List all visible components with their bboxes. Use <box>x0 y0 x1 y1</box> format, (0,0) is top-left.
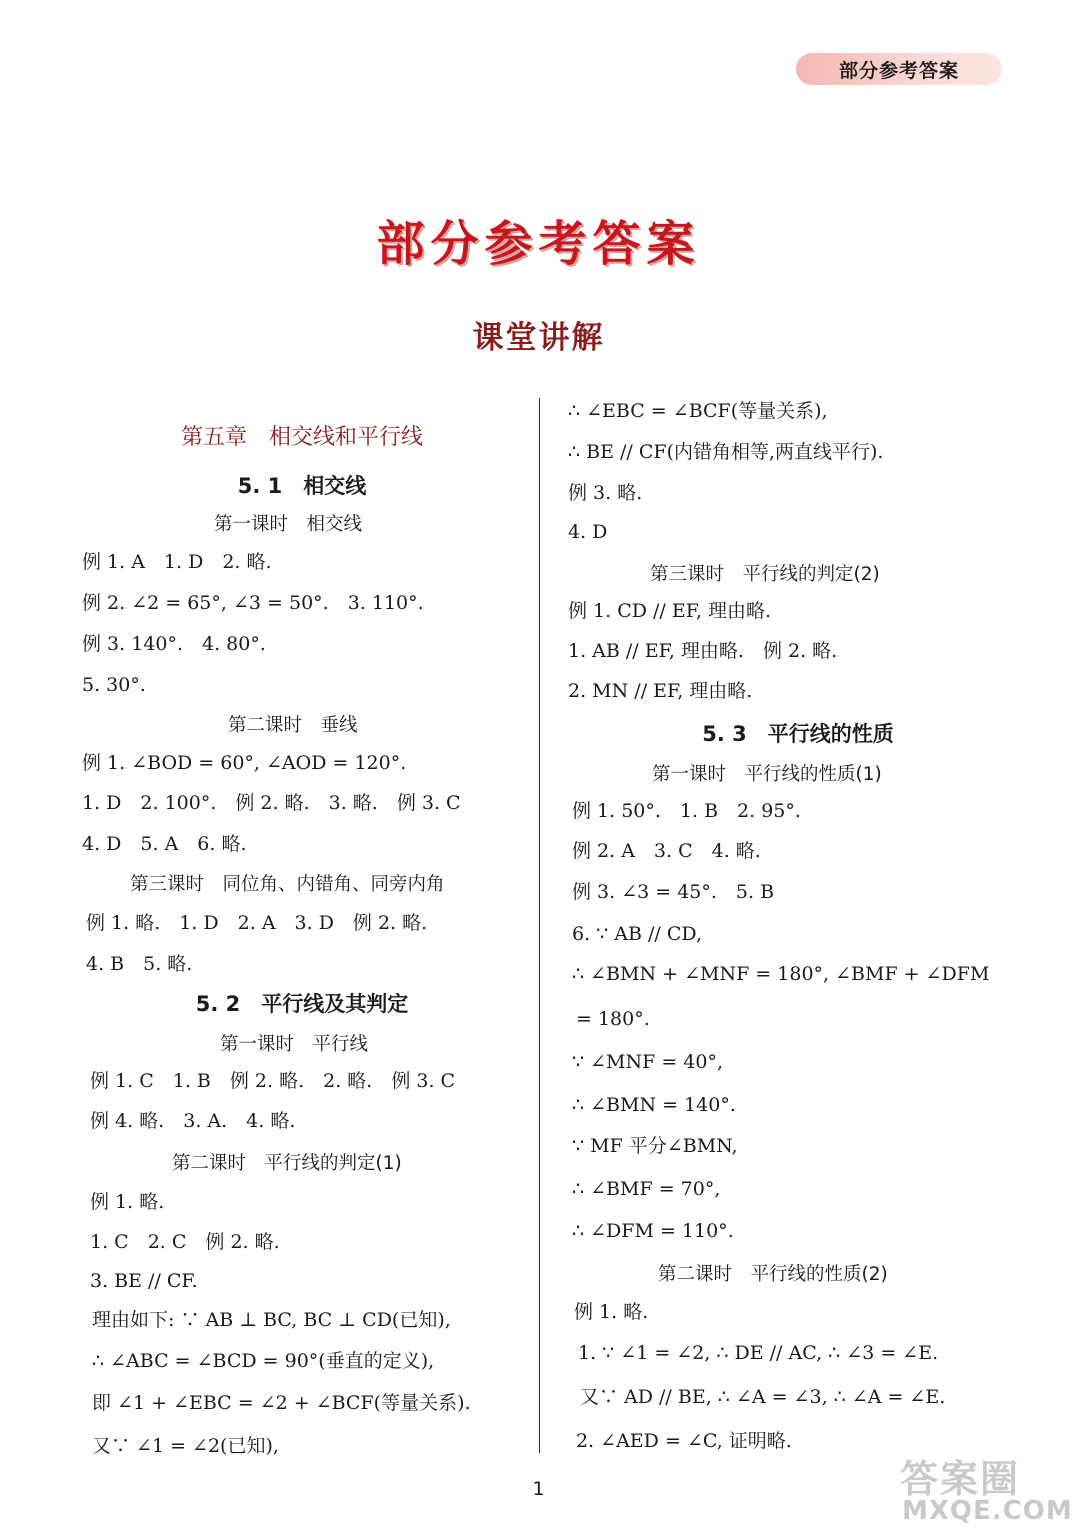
answer-line: 例 3. ∠3 = 45°. 5. B <box>572 881 775 903</box>
answer-line: 5. 30°. <box>82 674 146 696</box>
header-section-tab: 部分参考答案 <box>796 53 1002 85</box>
answer-line: 6. ∵ AB // CD, <box>572 923 702 945</box>
answer-line: 2. ∠AED = ∠C, 证明略. <box>576 1430 792 1452</box>
answer-line: 例 1. 略. <box>90 1191 165 1213</box>
answer-line: 例 4. 略. 3. A. 4. 略. <box>90 1110 296 1132</box>
answer-line: 例 1. C 1. B 例 2. 略. 2. 略. 例 3. C <box>90 1070 456 1092</box>
chapter-heading: 第五章 相交线和平行线 <box>180 425 423 450</box>
lesson-heading: 第二课时 垂线 <box>228 715 358 736</box>
answer-line: = 180°. <box>576 1008 650 1030</box>
answer-line: 1. D 2. 100°. 例 2. 略. 3. 略. 例 3. C <box>82 792 461 814</box>
answer-line: ∴ ∠BMN = 140°. <box>572 1094 736 1116</box>
answer-line: 1. ∵ ∠1 = ∠2, ∴ DE // AC, ∴ ∠3 = ∠E. <box>578 1342 939 1364</box>
answer-line: 例 3. 略. <box>568 482 643 504</box>
lesson-heading: 第二课时 平行线的性质(2) <box>658 1264 888 1285</box>
lesson-heading: 第一课时 相交线 <box>214 514 363 535</box>
answer-line: 例 2. A 3. C 4. 略. <box>572 840 761 862</box>
column-divider <box>539 398 540 1453</box>
lesson-heading: 第一课时 平行线的性质(1) <box>652 764 882 785</box>
answer-line: 4. D <box>568 521 608 543</box>
answer-line: ∴ ∠BMF = 70°, <box>572 1178 721 1200</box>
page-number: 1 <box>532 1478 545 1500</box>
answer-line: 例 1. 50°. 1. B 2. 95°. <box>572 800 801 822</box>
answer-line: 例 2. ∠2 = 65°, ∠3 = 50°. 3. 110°. <box>82 592 424 614</box>
answer-line: 1. C 2. C 例 2. 略. <box>90 1231 280 1253</box>
answer-line: 例 1. CD // EF, 理由略. <box>568 600 772 622</box>
lesson-heading: 第二课时 平行线的判定(1) <box>172 1153 402 1174</box>
answer-line: 例 3. 140°. 4. 80°. <box>82 633 266 655</box>
section-heading-5-1: 5. 1 相交线 <box>237 474 367 498</box>
answer-line: 3. BE // CF. <box>90 1270 198 1292</box>
section-heading-5-3: 5. 3 平行线的性质 <box>702 722 894 746</box>
watermark-url: MXQE.COM <box>902 1496 1073 1526</box>
answer-line: ∴ ∠DFM = 110°. <box>572 1220 734 1242</box>
watermark-text: 答案圈 <box>900 1457 1021 1501</box>
section-heading-5-2: 5. 2 平行线及其判定 <box>195 992 409 1016</box>
lesson-heading: 第一课时 平行线 <box>220 1034 369 1055</box>
answer-line: 例 1. 略. 1. D 2. A 3. D 例 2. 略. <box>86 912 428 934</box>
lesson-heading: 第三课时 同位角、内错角、同旁内角 <box>130 874 445 895</box>
answer-line: ∴ ∠EBC = ∠BCF(等量关系), <box>568 400 828 422</box>
page-title: 部分参考答案 <box>376 216 701 272</box>
answer-line: 4. B 5. 略. <box>86 953 193 975</box>
answer-line: 例 1. A 1. D 2. 略. <box>82 551 272 573</box>
answer-line: 1. AB // EF, 理由略. 例 2. 略. <box>568 640 838 662</box>
answer-line: ∵ ∠MNF = 40°, <box>572 1051 724 1073</box>
answer-line: 即 ∠1 + ∠EBC = ∠2 + ∠BCF(等量关系). <box>92 1392 471 1414</box>
answer-line: 2. MN // EF, 理由略. <box>568 680 753 702</box>
answer-line: 理由如下: ∵ AB ⊥ BC, BC ⊥ CD(已知), <box>92 1309 451 1331</box>
answer-line: ∴ ∠ABC = ∠BCD = 90°(垂直的定义), <box>92 1350 435 1372</box>
watermark-logo <box>900 1448 1073 1530</box>
answer-line: ∴ BE // CF(内错角相等,两直线平行). <box>568 441 884 463</box>
answer-line: 4. D 5. A 6. 略. <box>82 833 247 855</box>
answer-line: ∴ ∠BMN + ∠MNF = 180°, ∠BMF + ∠DFM <box>572 963 990 985</box>
answer-line: 又∵ AD // BE, ∴ ∠A = ∠3, ∴ ∠A = ∠E. <box>580 1386 946 1408</box>
answer-line: 又∵ ∠1 = ∠2(已知), <box>92 1435 279 1457</box>
lesson-heading: 第三课时 平行线的判定(2) <box>650 564 880 585</box>
answer-line: 例 1. ∠BOD = 60°, ∠AOD = 120°. <box>82 752 407 774</box>
section-title: 课堂讲解 <box>472 320 605 356</box>
answer-line: ∵ MF 平分∠BMN, <box>572 1135 738 1157</box>
answer-line: 例 1. 略. <box>574 1301 649 1323</box>
